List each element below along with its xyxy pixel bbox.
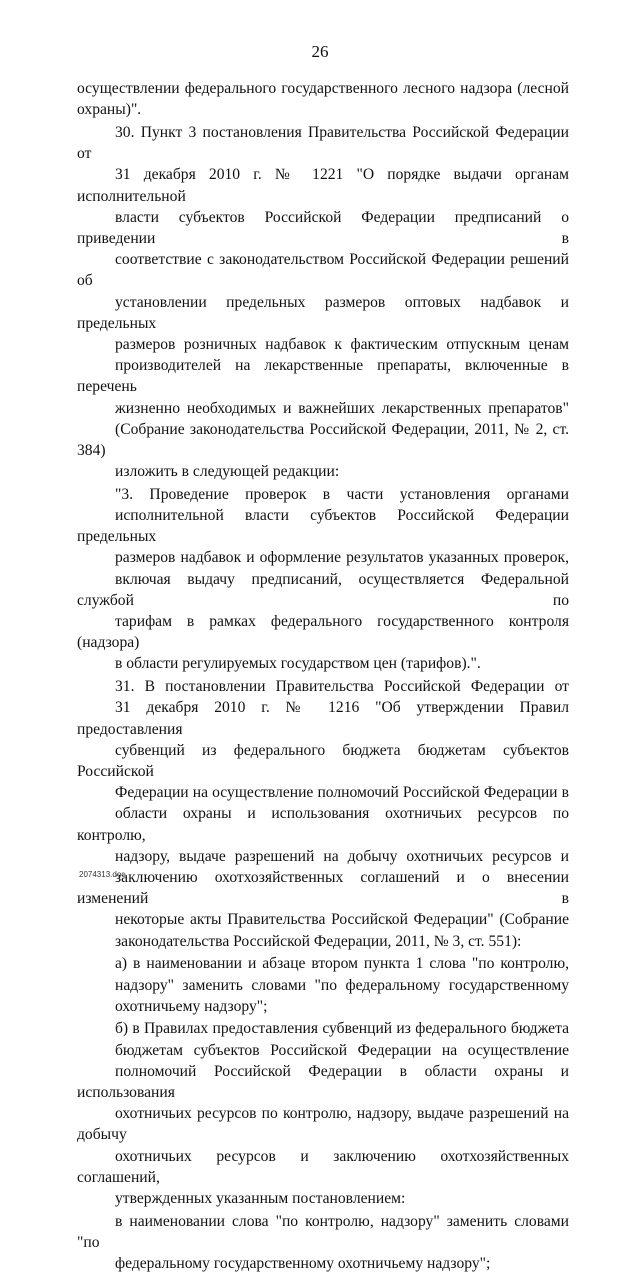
text-line: производителей на лекарственные препараты, включенные в перечень (77, 357, 569, 396)
text-line: законодательства Российской Федерации, 2011, № 3, ст. 551): (115, 932, 522, 950)
text-line: включая выдачу предписаний, осуществляется Федеральной службой по (77, 570, 569, 609)
text-line: власти субъектов Российской Федерации предписаний о приведении в (77, 208, 569, 247)
text-line: в наименовании слова "по контролю, надзору" заменить словами "по (77, 1212, 569, 1251)
text-line: в области регулируемых государством цен (тарифов).". (115, 655, 481, 673)
paragraph (77, 1211, 569, 1275)
text-line: тарифам в рамках федерального государственного контроля (надзора) (77, 613, 569, 652)
text-line: соответствие с законодательством Российской Федерации решений об (77, 251, 569, 290)
text-line: охраны)". (77, 101, 142, 119)
paragraph (77, 1018, 569, 1209)
paragraph (77, 484, 569, 675)
text-line: области охраны и использования охотничьих ресурсов по контролю, (77, 805, 569, 844)
text-line: надзору" заменить словами "по федеральному государственному (115, 976, 569, 994)
text-line: исполнительной власти субъектов Российской Федерации предельных (77, 507, 569, 546)
text-line: 31 декабря 2010 г. № 1216 "Об утверждении Правил предоставления (77, 699, 569, 738)
paragraph (77, 953, 569, 1017)
text-line: некоторые акты Правительства Российской Федерации" (Собрание (115, 911, 569, 929)
text-line: полномочий Российской Федерации в области охраны и использования (77, 1062, 569, 1102)
paragraph (77, 122, 569, 482)
text-line: установлении предельных размеров оптовых надбавок и предельных (77, 293, 569, 332)
text-line: заключению охотхозяйственных соглашений и о внесении изменений в (77, 869, 569, 908)
text-line: (Собрание законодательства Российской Федерации, 2011, № 2, ст. 384) (77, 420, 569, 459)
paragraph (77, 78, 569, 120)
text-line: "3. Проведение проверок в части установления органами (115, 485, 569, 503)
document-body (77, 78, 569, 1276)
text-line: 31. В постановлении Правительства Российской Федерации от (115, 678, 569, 696)
text-line: охотничьих ресурсов и заключению охотхозяйственных соглашений, (77, 1147, 569, 1186)
text-line: а) в наименовании и абзаце втором пункта 1 слова "по контролю, (115, 955, 569, 973)
text-line: Федерации на осуществление полномочий Российской Федерации в (115, 784, 569, 802)
text-line: утвержденных указанным постановлением: (115, 1190, 406, 1208)
text-line: федеральному государственному охотничьему надзору"; (115, 1255, 491, 1273)
text-line: охотничьих ресурсов по контролю, надзору, выдаче разрешений на добычу (77, 1105, 569, 1144)
text-line: 31 декабря 2010 г. № 1221 "О порядке выдачи органам исполнительной (77, 166, 569, 205)
page-number: 26 (311, 42, 329, 61)
text-line: изложить в следующей редакции: (115, 463, 340, 481)
text-line: бюджетам субъектов Российской Федерации на осуществление (115, 1041, 569, 1059)
text-line: жизненно необходимых и важнейших лекарственных препаратов" (115, 399, 569, 417)
text-line: б) в Правилах предоставления субвенций из федерального бюджета (115, 1020, 569, 1038)
text-line: субвенций из федерального бюджета бюджетам субъектов Российской (77, 741, 569, 780)
text-line: 30. Пункт 3 постановления Правительства Российской Федерации от (77, 123, 569, 163)
text-line: охотничьему надзору"; (115, 997, 268, 1015)
text-line: размеров надбавок и оформление результатов указанных проверок, (115, 549, 569, 567)
text-line: размеров розничных надбавок к фактическим отпускным ценам (115, 335, 569, 353)
paragraph (77, 676, 569, 952)
text-line: надзору, выдаче разрешений на добычу охотничьих ресурсов и (115, 847, 569, 865)
text-line: осуществлении федерального государственного лесного надзора (лесной (77, 80, 569, 97)
file-name-footer: 2074313.doc (79, 870, 126, 879)
